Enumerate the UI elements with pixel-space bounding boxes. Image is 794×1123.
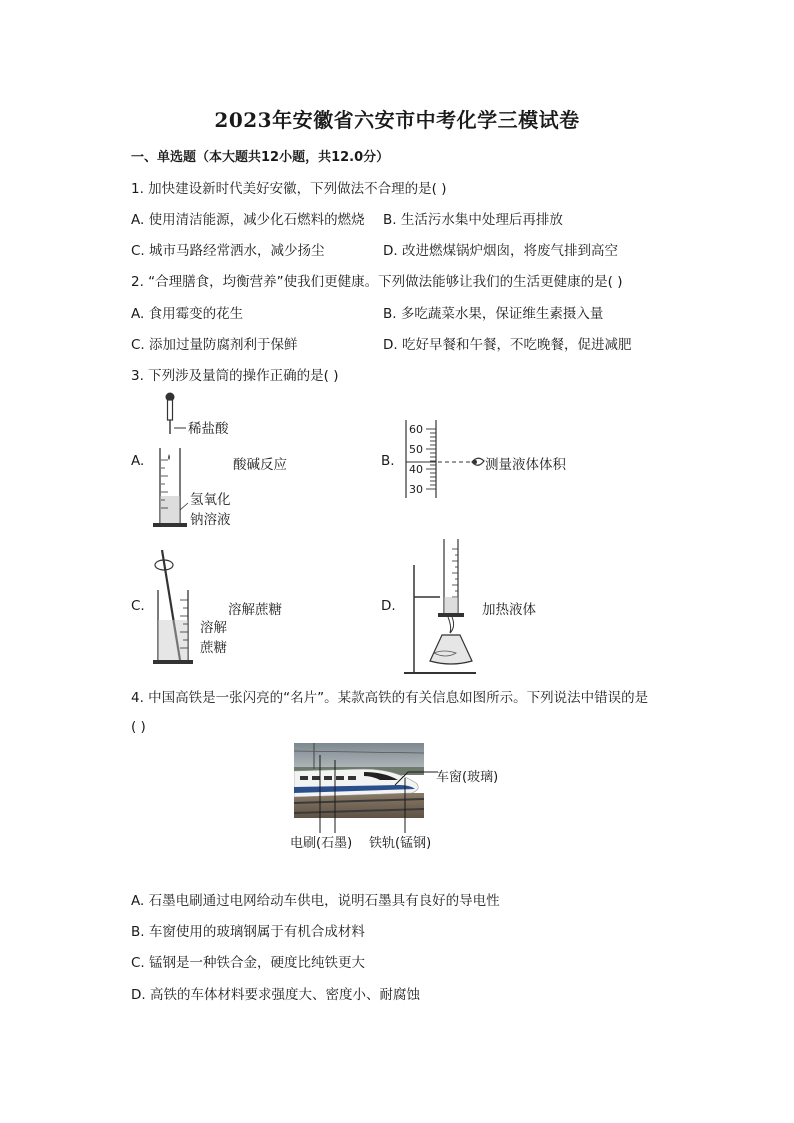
tick-40: 40 [409, 463, 423, 476]
q4-option-d[interactable]: D. 高铁的车体材料要求强度大、密度小、耐腐蚀 [131, 987, 420, 1003]
tick-30: 30 [409, 483, 423, 496]
figure-d-caption: 加热液体 [482, 602, 536, 618]
q2-option-c[interactable]: C. 添加过量防腐剂利于保鲜 [131, 337, 298, 353]
q3-option-a[interactable]: A. [131, 453, 145, 469]
q1-option-b[interactable]: B. 生活污水集中处理后再排放 [383, 212, 563, 228]
figure-c-dissolve-sugar [150, 548, 240, 668]
q4-option-b[interactable]: B. 车窗使用的玻璃钢属于有机合成材料 [131, 924, 365, 940]
train-leader-lines [290, 740, 500, 840]
q3-option-c[interactable]: C. [131, 598, 145, 614]
dissolve-label: 溶解 [200, 620, 227, 636]
q3-option-d[interactable]: D. [381, 598, 396, 614]
naoh-label-line1: 氢氧化 [190, 492, 231, 508]
q1-option-d[interactable]: D. 改进燃煤锅炉烟囱，将废气排到高空 [383, 243, 618, 259]
question-1-stem: 1. 加快建设新时代美好安徽，下列做法不合理的是( ) [131, 181, 447, 197]
rail-label: 铁轨(锰钢) [369, 836, 432, 851]
figure-d-heat-liquid [400, 535, 480, 677]
q1-option-c[interactable]: C. 城市马路经常洒水，减少扬尘 [131, 243, 325, 259]
q1-option-a[interactable]: A. 使用清洁能源，减少化石燃料的燃烧 [131, 212, 365, 228]
figure-c-caption: 溶解蔗糖 [228, 602, 282, 618]
tick-50: 50 [409, 443, 423, 456]
q4-option-c[interactable]: C. 锰钢是一种铁合金，硬度比纯铁更大 [131, 955, 366, 971]
sugar-label: 蔗糖 [200, 640, 227, 656]
naoh-label-line2: 钠溶液 [190, 512, 231, 528]
q2-option-d[interactable]: D. 吃好早餐和午餐，不吃晚餐，促进减肥 [383, 337, 632, 353]
section-heading: 一、单选题（本大题共12小题，共12.0分） [131, 150, 390, 165]
question-4-stem: 4. 中国高铁是一张闪亮的“名片”。某款高铁的有关信息如图所示。下列说法中错误的是 [131, 690, 649, 706]
q4-option-a[interactable]: A. 石墨电刷通过电网给动车供电，说明石墨具有良好的导电性 [131, 893, 500, 909]
question-4-paren: ( ) [131, 719, 146, 735]
q2-option-a[interactable]: A. 食用霉变的花生 [131, 306, 244, 322]
q2-option-b[interactable]: B. 多吃蔬菜水果，保证维生素摄入量 [383, 306, 604, 322]
question-2-stem: 2. “合理膳食，均衡营养”使我们更健康。下列做法能够让我们的生活更健康的是( ) [131, 274, 623, 290]
figure-a-caption: 酸碱反应 [233, 457, 287, 473]
dilute-hcl-label: 稀盐酸 [188, 421, 229, 437]
brush-label: 电刷(石墨) [290, 836, 353, 851]
q3-option-b[interactable]: B. [381, 453, 395, 469]
figure-b-caption: 测量液体体积 [485, 457, 566, 473]
eye-icon [472, 458, 484, 465]
exam-title: 2023年安徽省六安市中考化学三模试卷 [214, 108, 580, 132]
tick-60: 60 [409, 423, 423, 436]
window-label: 车窗(玻璃) [436, 770, 499, 785]
figure-b-measure-volume [400, 418, 490, 502]
question-3-stem: 3. 下列涉及量筒的操作正确的是( ) [131, 368, 339, 384]
